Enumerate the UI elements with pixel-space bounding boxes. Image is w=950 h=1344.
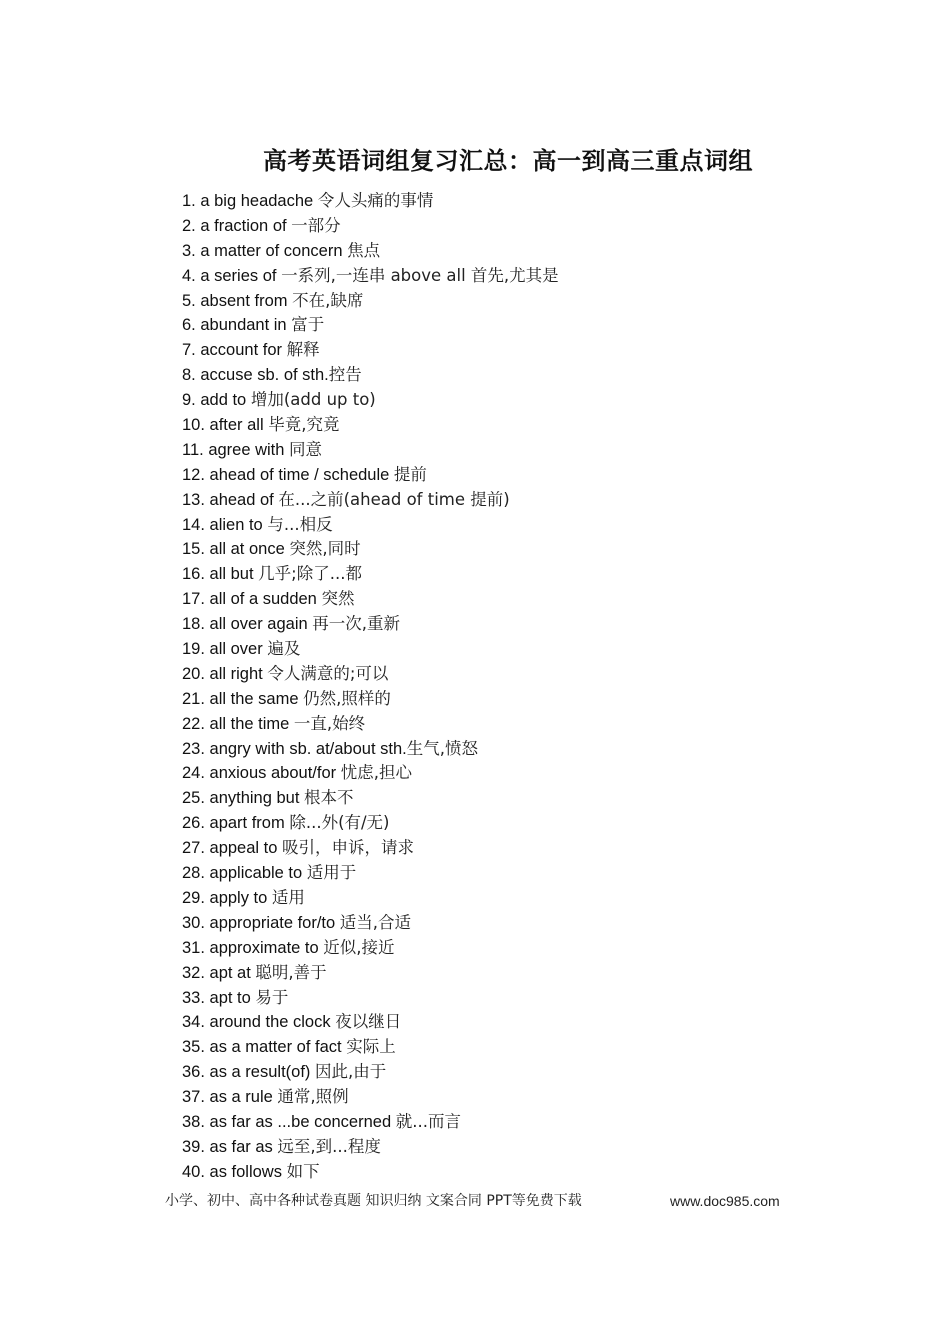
item-chinese-meaning: 一直,始终 (293, 713, 366, 733)
footer-website: www.doc985.com (670, 1193, 780, 1209)
list-item (182, 612, 559, 637)
item-chinese-meaning: 富于 (291, 315, 325, 335)
item-chinese-meaning: 如下 (286, 1161, 320, 1181)
item-number: 16. (182, 565, 205, 584)
item-number: 8. (182, 366, 196, 385)
item-english-phrase: alien to (209, 515, 263, 534)
item-english-phrase: apt at (209, 963, 251, 982)
item-chinese-meaning: 适用 (271, 887, 305, 907)
item-chinese-meaning: 同意 (289, 439, 323, 459)
list-item (182, 936, 559, 961)
item-english-phrase: add to (200, 391, 247, 410)
list-item (182, 986, 559, 1011)
item-chinese-meaning: 令人头痛的事情 (317, 191, 434, 210)
list-item (182, 1110, 559, 1135)
item-english-phrase: abundant in (200, 316, 287, 335)
item-english-phrase: all over again (209, 615, 308, 634)
item-chinese-meaning: 令人满意的;可以 (267, 663, 389, 683)
item-number: 40. (182, 1162, 205, 1181)
item-chinese-meaning: 焦点 (347, 240, 381, 260)
list-item (182, 836, 559, 861)
item-number: 36. (182, 1063, 205, 1082)
page-title: 高考英语词组复习汇总：高一到高三重点词组 (263, 146, 753, 175)
list-item (182, 264, 559, 289)
item-english-phrase: applicable to (209, 864, 303, 883)
list-item (182, 911, 559, 936)
item-english-phrase: around the clock (209, 1013, 331, 1032)
item-chinese-meaning: 突然,同时 (289, 539, 361, 559)
list-item (182, 712, 559, 737)
item-number: 20. (182, 664, 205, 683)
list-item (182, 1035, 559, 1060)
list-item (182, 811, 559, 836)
item-number: 30. (182, 913, 205, 932)
item-chinese-meaning: 适用于 (306, 863, 357, 883)
item-chinese-meaning: 聪明,善于 (255, 962, 327, 982)
list-item (182, 214, 559, 239)
item-chinese-meaning: 就...而言 (395, 1111, 461, 1131)
item-chinese-meaning: 除...外(有/无) (289, 813, 390, 833)
item-number: 5. (182, 291, 196, 310)
item-english-phrase: all but (209, 565, 254, 584)
list-item (182, 289, 559, 314)
item-english-phrase: angry with sb. at/about sth. (209, 739, 407, 758)
list-item (182, 1010, 559, 1035)
item-number: 32. (182, 963, 205, 982)
item-number: 2. (182, 216, 196, 235)
item-english-phrase: anything but (209, 789, 300, 808)
item-english-phrase: apply to (209, 888, 268, 907)
item-number: 6. (182, 316, 196, 335)
item-english-phrase: after all (209, 416, 264, 435)
item-english-phrase: all of a sudden (209, 590, 317, 609)
item-english-phrase: as a matter of fact (209, 1038, 342, 1057)
item-english-phrase: a matter of concern (200, 241, 343, 260)
list-item (182, 363, 559, 388)
item-number: 24. (182, 764, 205, 783)
item-number: 9. (182, 391, 196, 410)
item-english-phrase: account for (200, 341, 282, 360)
list-item (182, 189, 559, 214)
page-footer (165, 1190, 805, 1212)
list-item (182, 961, 559, 986)
item-chinese-meaning: 再一次,重新 (312, 614, 401, 634)
item-number: 31. (182, 938, 205, 957)
item-number: 29. (182, 888, 205, 907)
item-chinese-meaning: 通常,照例 (277, 1087, 349, 1107)
item-chinese-meaning: 控告 (328, 365, 362, 385)
item-number: 13. (182, 490, 205, 509)
item-number: 27. (182, 839, 205, 858)
item-english-phrase: appropriate for/to (209, 913, 336, 932)
list-item (182, 687, 559, 712)
item-number: 14. (182, 515, 205, 534)
item-number: 38. (182, 1112, 205, 1131)
item-number: 11. (182, 440, 204, 459)
item-chinese-meaning: 实际上 (346, 1037, 396, 1057)
item-number: 28. (182, 864, 205, 883)
item-number: 10. (182, 416, 205, 435)
item-number: 12. (182, 465, 205, 484)
list-item (182, 737, 559, 762)
item-number: 22. (182, 714, 205, 733)
item-number: 34. (182, 1013, 205, 1032)
item-english-phrase: accuse sb. of sth. (200, 366, 329, 385)
item-chinese-meaning: 根本不 (304, 788, 354, 808)
item-chinese-meaning: 因此,由于 (315, 1062, 387, 1082)
list-item (182, 463, 559, 488)
item-number: 15. (182, 540, 205, 559)
item-english-phrase: all the same (209, 689, 299, 708)
item-number: 7. (182, 341, 196, 360)
item-number: 26. (182, 814, 205, 833)
list-item (182, 637, 559, 662)
item-english-phrase: apt to (209, 988, 251, 1007)
item-chinese-meaning: 不在,缺席 (292, 290, 364, 310)
list-item (182, 513, 559, 538)
item-number: 18. (182, 615, 205, 634)
item-english-phrase: as follows (209, 1162, 282, 1181)
phrase-list (182, 189, 559, 1185)
item-english-phrase: a big headache (200, 192, 314, 210)
item-english-phrase: a series of (200, 266, 277, 285)
item-chinese-meaning: 夜以继日 (335, 1012, 402, 1032)
item-english-phrase: all right (209, 664, 263, 683)
item-english-phrase: anxious about/for (209, 764, 337, 783)
item-chinese-meaning: 易于 (255, 987, 289, 1007)
item-chinese-meaning: 近似,接近 (323, 937, 395, 957)
item-number: 3. (182, 241, 196, 260)
list-item (182, 587, 559, 612)
item-chinese-meaning: 增加(add up to) (250, 390, 376, 410)
item-chinese-meaning: 遍及 (267, 639, 301, 659)
list-item (182, 1160, 559, 1185)
list-item (182, 313, 559, 338)
item-chinese-meaning: 提前 (393, 464, 427, 484)
item-english-phrase: ahead of time / schedule (209, 465, 390, 484)
item-number: 21. (182, 689, 205, 708)
item-number: 35. (182, 1038, 205, 1057)
item-english-phrase: absent from (200, 291, 288, 310)
item-chinese-meaning: 生气,愤怒 (406, 738, 478, 758)
item-english-phrase: ahead of (209, 490, 274, 509)
item-number: 17. (182, 590, 205, 609)
item-english-phrase: apart from (209, 814, 285, 833)
item-number: 1. (182, 192, 196, 210)
item-english-phrase: appeal to (209, 839, 278, 858)
list-item (182, 886, 559, 911)
item-english-phrase: as a result(of) (209, 1063, 311, 1082)
item-chinese-meaning: 在...之前(ahead of time 提前) (278, 489, 510, 509)
item-english-phrase: as far as ...be concerned (209, 1112, 392, 1131)
list-item (182, 1135, 559, 1160)
item-chinese-meaning: 一部分 (291, 215, 341, 235)
item-number: 33. (182, 988, 205, 1007)
item-english-phrase: as a rule (209, 1088, 273, 1107)
item-number: 4. (182, 266, 196, 285)
list-item (182, 761, 559, 786)
list-item (182, 438, 559, 463)
item-english-phrase: all over (209, 640, 263, 659)
list-item (182, 861, 559, 886)
footer-text: 小学、初中、高中各种试卷真题 知识归纳 文案合同 PPT等免费下载 (165, 1193, 582, 1209)
list-item (182, 1085, 559, 1110)
item-number: 19. (182, 640, 205, 659)
item-english-phrase: a fraction of (200, 216, 287, 235)
list-item (182, 662, 559, 687)
item-chinese-meaning: 远至,到...程度 (277, 1136, 381, 1156)
item-number: 37. (182, 1088, 205, 1107)
list-item (182, 239, 559, 264)
list-item (182, 413, 559, 438)
item-chinese-meaning: 毕竟,究竟 (268, 415, 340, 435)
list-item (182, 562, 559, 587)
item-english-phrase: all the time (209, 714, 290, 733)
item-chinese-meaning: 仍然,照样的 (303, 688, 391, 708)
item-chinese-meaning: 与...相反 (267, 514, 333, 534)
list-item (182, 1060, 559, 1085)
list-item (182, 388, 559, 413)
item-english-phrase: agree with (208, 440, 285, 459)
item-chinese-meaning: 解释 (286, 340, 320, 360)
item-number: 25. (182, 789, 205, 808)
item-english-phrase: as far as (209, 1137, 273, 1156)
item-chinese-meaning: 忧虑,担心 (340, 763, 412, 783)
item-chinese-meaning: 一系列,一连串 above all 首先,尤其是 (281, 265, 559, 285)
item-chinese-meaning: 适当,合适 (339, 912, 412, 932)
list-item (182, 338, 559, 363)
item-number: 39. (182, 1137, 205, 1156)
list-item (182, 537, 559, 562)
item-english-phrase: all at once (209, 540, 285, 559)
list-item (182, 786, 559, 811)
item-number: 23. (182, 739, 205, 758)
item-english-phrase: approximate to (209, 938, 319, 957)
item-chinese-meaning: 吸引，申诉，请求 (282, 838, 415, 858)
item-chinese-meaning: 突然 (321, 589, 355, 609)
item-chinese-meaning: 几乎;除了...都 (258, 564, 362, 584)
list-item (182, 488, 559, 513)
